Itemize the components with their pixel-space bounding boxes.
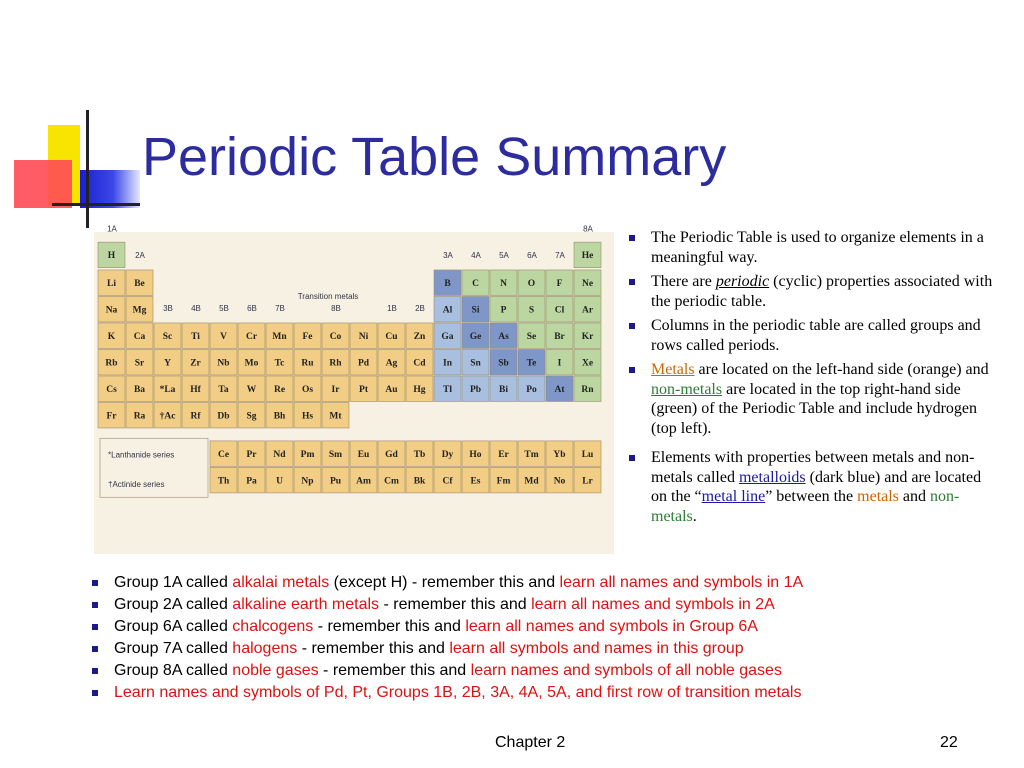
horizontal-line <box>52 203 140 206</box>
element-symbol: Hf <box>190 384 201 395</box>
element-symbol: Y <box>164 358 171 369</box>
bullet-text: are located in the top right-hand side (green) of the Periodic Table and include hydrogen (top left). <box>651 380 978 437</box>
element-symbol: Bk <box>413 476 426 487</box>
group-label-2b: 2B <box>415 304 425 313</box>
element-symbol: Ga <box>441 331 454 342</box>
bullet-text: Group 7A called <box>114 640 233 657</box>
group-name: halogens <box>232 640 298 657</box>
footer-chapter: Chapter 2 <box>495 734 566 751</box>
group-label-5b: 5B <box>219 304 229 313</box>
instruction-text: Learn names and symbols of Pd, Pt, Groups 1B, 2B, 3A, 4A, 5A, and first row of transition metals <box>114 684 802 701</box>
bullet-marker <box>92 624 98 630</box>
group-label-8a: 8A <box>583 224 593 234</box>
element-symbol: Tm <box>524 449 539 460</box>
vertical-line <box>86 110 89 228</box>
bullet-marker <box>629 323 635 329</box>
instruction-text: learn all names and symbols in 1A <box>559 574 804 591</box>
element-symbol: Bh <box>273 411 286 422</box>
right-bullet-list <box>627 228 997 531</box>
bullet-text: (cyclic) properties associated with the periodic table. <box>651 273 993 310</box>
element-symbol: Mg <box>132 305 147 316</box>
bullet-text: ” between the <box>765 488 858 505</box>
element-symbol: Fr <box>106 411 117 422</box>
metals-link[interactable]: Metals <box>651 361 695 378</box>
element-symbol: Mo <box>244 358 259 369</box>
element-symbol: Ru <box>301 358 314 369</box>
element-symbol: Am <box>356 476 371 487</box>
element-symbol: †Ac <box>159 411 176 422</box>
element-symbol: O <box>527 278 536 289</box>
element-symbol: Er <box>498 449 509 460</box>
element-symbol: Pu <box>329 476 342 487</box>
element-symbol: Db <box>217 411 230 422</box>
element-symbol: Pm <box>300 449 315 460</box>
element-symbol: Sr <box>134 358 145 369</box>
element-symbol: Co <box>329 331 342 342</box>
element-symbol: Ra <box>133 411 146 422</box>
red-square <box>14 160 72 208</box>
group-name: noble gases <box>232 662 319 679</box>
element-symbol: Gd <box>385 449 398 460</box>
element-symbol: N <box>500 278 507 289</box>
element-symbol: Po <box>526 384 537 395</box>
decorative-logo <box>0 100 140 230</box>
bullet-periodic <box>627 272 997 311</box>
element-symbol: Ca <box>133 331 146 342</box>
slide-title: Periodic Table Summary <box>142 127 727 187</box>
periodic-table-graphic <box>94 224 614 554</box>
element-symbol: Ce <box>217 449 230 460</box>
element-symbol: Cu <box>385 331 398 342</box>
lanthanide-series-label: *Lanthanide series <box>108 450 175 460</box>
element-symbol: Br <box>554 331 565 342</box>
group-name: alkalai metals <box>232 574 330 591</box>
group-name: chalcogens <box>232 618 314 635</box>
bullet-text: (dark blue) and are located on the “ <box>651 468 982 505</box>
bullet-text: - remember this and <box>318 662 471 679</box>
bullet-marker <box>92 602 98 608</box>
element-symbol: W <box>246 384 257 395</box>
element-symbol: Ta <box>218 384 229 395</box>
group-label-2a: 2A <box>135 251 145 260</box>
element-symbol: Tc <box>274 358 285 369</box>
element-symbol: Cf <box>442 476 453 487</box>
bullet-text: Columns in the periodic table are called groups and rows called periods. <box>651 317 981 354</box>
group-label-4a: 4A <box>471 251 481 260</box>
bottom-bullet-list <box>92 572 1002 704</box>
element-symbol: Ba <box>133 384 146 395</box>
element-symbol: Kr <box>581 331 594 342</box>
element-symbol: Sn <box>470 358 481 369</box>
element-symbol: *La <box>159 384 176 395</box>
element-symbol: I <box>557 358 562 369</box>
element-symbol: Na <box>105 305 118 316</box>
bullet-text: (except H) - remember this and <box>329 574 560 591</box>
instruction-text: learn all names and symbols in 2A <box>531 596 775 613</box>
element-symbol: Pa <box>246 476 257 487</box>
group-label-3b: 3B <box>163 304 173 313</box>
element-symbol: No <box>553 476 566 487</box>
element-symbol: Fe <box>302 331 313 342</box>
element-symbol: Te <box>526 358 537 369</box>
instruction-text: learn names and symbols of all noble gases <box>470 662 782 679</box>
element-symbol: Sm <box>328 449 343 460</box>
element-symbol: Tl <box>443 384 452 395</box>
metal-line-link[interactable]: metal line <box>701 488 766 505</box>
bullet-text: - remember this and <box>297 640 450 657</box>
element-symbol: F <box>556 278 563 289</box>
actinide-series-label: †Actinide series <box>108 479 165 489</box>
element-symbol: Rf <box>190 411 201 422</box>
bullet-text: Group 2A called <box>114 596 233 613</box>
bullet-group-6a <box>92 616 1002 638</box>
bullet-marker <box>92 580 98 586</box>
bullet-metals <box>627 360 997 438</box>
element-symbol: Si <box>471 305 480 316</box>
element-symbol: Ho <box>469 449 482 460</box>
bullet-marker <box>629 367 635 373</box>
bullet-marker <box>92 690 98 696</box>
group-label-7b: 7B <box>275 304 285 313</box>
instruction-text: learn all symbols and names in this group <box>449 640 744 657</box>
bullet-text: and <box>898 488 931 505</box>
element-symbol: Rn <box>581 384 594 395</box>
element-symbol: Hg <box>413 384 426 395</box>
group-label-1a: 1A <box>107 224 117 234</box>
element-symbol: Ag <box>385 358 398 369</box>
element-symbol: Hs <box>301 411 314 422</box>
element-symbol: Ar <box>581 305 594 316</box>
group-label-6a: 6A <box>527 251 537 260</box>
bullet-learn-transition <box>92 682 1002 704</box>
element-symbol: Xe <box>581 358 594 369</box>
element-symbol: Cm <box>384 476 399 487</box>
bullet-marker <box>629 235 635 241</box>
element-symbol: Ni <box>358 331 369 342</box>
group-label-8b: 8B <box>331 304 341 313</box>
element-symbol: Au <box>385 384 398 395</box>
group-label-5a: 5A <box>499 251 509 260</box>
footer-page-number: 22 <box>940 734 958 751</box>
element-symbol: Zn <box>413 331 426 342</box>
element-symbol: Pt <box>359 384 368 395</box>
element-symbol: Th <box>217 476 230 487</box>
element-symbol: Os <box>301 384 314 395</box>
element-symbol: As <box>498 331 509 342</box>
element-symbol: Mt <box>329 411 342 422</box>
element-symbol: In <box>443 358 452 369</box>
element-symbol: Ir <box>331 384 340 395</box>
bullet-text: - remember this and <box>379 596 532 613</box>
element-symbol: Lr <box>582 476 593 487</box>
bullet-marker <box>92 646 98 652</box>
element-symbol: Ge <box>469 331 482 342</box>
element-symbol: Cl <box>554 305 565 316</box>
bullet-text: The Periodic Table is used to organize elements in a meaningful way. <box>651 229 984 266</box>
bullet-text: There are <box>651 273 716 290</box>
element-symbol: Dy <box>441 449 454 460</box>
element-symbol: Fm <box>496 476 511 487</box>
non-metals-link[interactable]: non-metals <box>651 380 723 398</box>
element-symbol: Md <box>524 476 539 487</box>
element-symbol: Eu <box>357 449 370 460</box>
bullet-text: Elements with properties between metals and non-metals called <box>651 449 975 486</box>
element-symbol: He <box>581 251 594 262</box>
element-symbol: Be <box>134 278 145 289</box>
periodic-table-image <box>94 224 614 554</box>
bullet-marker <box>629 279 635 285</box>
element-symbol: S <box>528 305 535 316</box>
element-symbol: Lu <box>581 449 594 460</box>
element-symbol: Nd <box>273 449 286 460</box>
element-symbol: Se <box>526 331 537 342</box>
group-label-3a: 3A <box>443 251 453 260</box>
bullet-group-7a <box>92 638 1002 660</box>
element-symbol: Li <box>107 278 116 289</box>
group-label-4b: 4B <box>191 304 201 313</box>
bullet-organize <box>627 228 997 267</box>
element-symbol: Pr <box>246 449 257 460</box>
periodic-emphasis: periodic <box>715 273 770 290</box>
bullet-group-1a <box>92 572 1002 594</box>
element-symbol: Sb <box>498 358 509 369</box>
bullet-text: - remember this and <box>313 618 466 635</box>
element-symbol: H <box>107 251 116 262</box>
element-symbol: Es <box>470 476 481 487</box>
element-symbol: Sg <box>246 411 257 422</box>
group-label-7a: 7A <box>555 251 565 260</box>
bullet-text: Group 8A called <box>114 662 233 679</box>
bullet-text: Group 6A called <box>114 618 233 635</box>
element-symbol: Nb <box>217 358 230 369</box>
element-symbol: K <box>107 331 116 342</box>
element-symbol: Np <box>301 476 314 487</box>
bullet-text: . <box>692 507 697 525</box>
bullet-metalloids <box>627 448 997 526</box>
element-symbol: C <box>472 278 479 289</box>
element-symbol: V <box>220 331 227 342</box>
element-symbol: Rb <box>105 358 118 369</box>
element-symbol: Sc <box>162 331 173 342</box>
metalloids-link[interactable]: metalloids <box>738 468 806 486</box>
element-symbol: B <box>444 278 451 289</box>
element-symbol: Yb <box>553 449 566 460</box>
element-symbol: Bi <box>499 384 508 395</box>
element-symbol: Tb <box>413 449 426 460</box>
bullet-marker <box>629 455 635 461</box>
non-metals-word: non-metals <box>651 488 960 525</box>
bullet-text: are located on the left-hand side (orange) and <box>694 361 989 378</box>
element-symbol: Mn <box>272 331 287 342</box>
instruction-text: learn all names and symbols in Group 6A <box>465 618 758 635</box>
element-symbol: Re <box>273 384 286 395</box>
element-symbol: Cr <box>245 331 258 342</box>
metals-word: metals <box>857 488 899 505</box>
element-symbol: P <box>500 305 507 316</box>
bullet-columns <box>627 316 997 355</box>
bullet-text: Group 1A called <box>114 574 233 591</box>
element-symbol: Pb <box>469 384 482 395</box>
bullet-group-2a <box>92 594 1002 616</box>
group-name: alkaline earth metals <box>232 596 380 613</box>
element-symbol: Al <box>442 305 453 316</box>
transition-metals-label: Transition metals <box>297 292 359 301</box>
element-symbol: Cd <box>413 358 426 369</box>
element-symbol: Ti <box>191 331 200 342</box>
bullet-marker <box>92 668 98 674</box>
element-symbol: Rh <box>329 358 342 369</box>
bullet-group-8a <box>92 660 1002 682</box>
element-symbol: At <box>554 384 565 395</box>
element-symbol: Ne <box>581 278 594 289</box>
group-label-1b: 1B <box>387 304 397 313</box>
element-symbol: Pd <box>357 358 370 369</box>
element-symbol: Zr <box>190 358 201 369</box>
element-symbol: Cs <box>106 384 117 395</box>
group-label-6b: 6B <box>247 304 257 313</box>
element-symbol: U <box>276 476 283 487</box>
